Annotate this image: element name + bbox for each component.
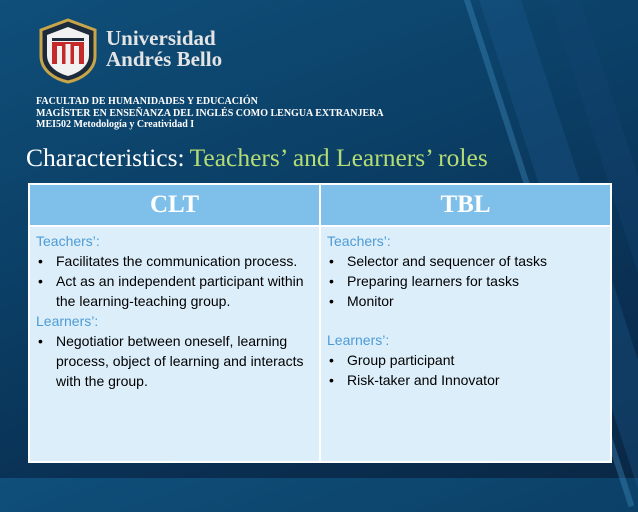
faculty-info (36, 96, 384, 131)
clt-teachers-label: Teachers’: (36, 233, 100, 249)
list-item: • Facilitates the communication process. (36, 251, 313, 271)
tbl-cell (320, 226, 611, 462)
tbl-teachers-list (327, 251, 604, 311)
university-name-line1: Universidad (106, 26, 216, 50)
program-line: MAGÍSTER EN ENSEÑANZA DEL INGLÉS COMO LENGUA EXTRANJERA (36, 107, 384, 119)
table-body-row (29, 226, 611, 462)
list-item: • Act as an independent participant within the learning-teaching group. (36, 271, 313, 311)
tbl-teachers-label: Teachers’: (327, 233, 391, 249)
clt-learners-list (36, 331, 313, 391)
university-name-line2: Andrés Bello (106, 47, 223, 71)
tbl-learners-label: Learners’: (327, 332, 390, 348)
faculty-line: FACULTAD DE HUMANIDADES Y EDUCACIÓN (36, 96, 258, 107)
list-item: • Negotiatior between oneself, learning process, object of learning and interacts with the group. (36, 331, 313, 391)
column-header-clt: CLT (29, 184, 320, 226)
slide-title-main: Characteristics: (26, 143, 185, 172)
tbl-learners-list (327, 350, 604, 390)
roles-comparison-table (28, 183, 612, 463)
course-line: MEI502 Metodología y Creatividad I (36, 119, 195, 130)
list-item: • Group participant (327, 350, 604, 370)
list-item: • Preparing learners for tasks (327, 271, 604, 291)
slide-title (26, 143, 488, 173)
column-header-tbl: TBL (320, 184, 611, 226)
table-header-row (29, 184, 611, 226)
list-item: • Monitor (327, 291, 604, 311)
clt-teachers-list (36, 251, 313, 311)
clt-cell (29, 226, 320, 462)
university-seal-logo (38, 18, 98, 84)
slide-title-sub: Teachers’ and Learners’ roles (189, 143, 488, 172)
list-item: • Risk-taker and Innovator (327, 370, 604, 390)
university-name (106, 28, 222, 70)
list-item: • Selector and sequencer of tasks (327, 251, 604, 271)
clt-learners-label: Learners’: (36, 313, 99, 329)
spacer (327, 311, 604, 330)
